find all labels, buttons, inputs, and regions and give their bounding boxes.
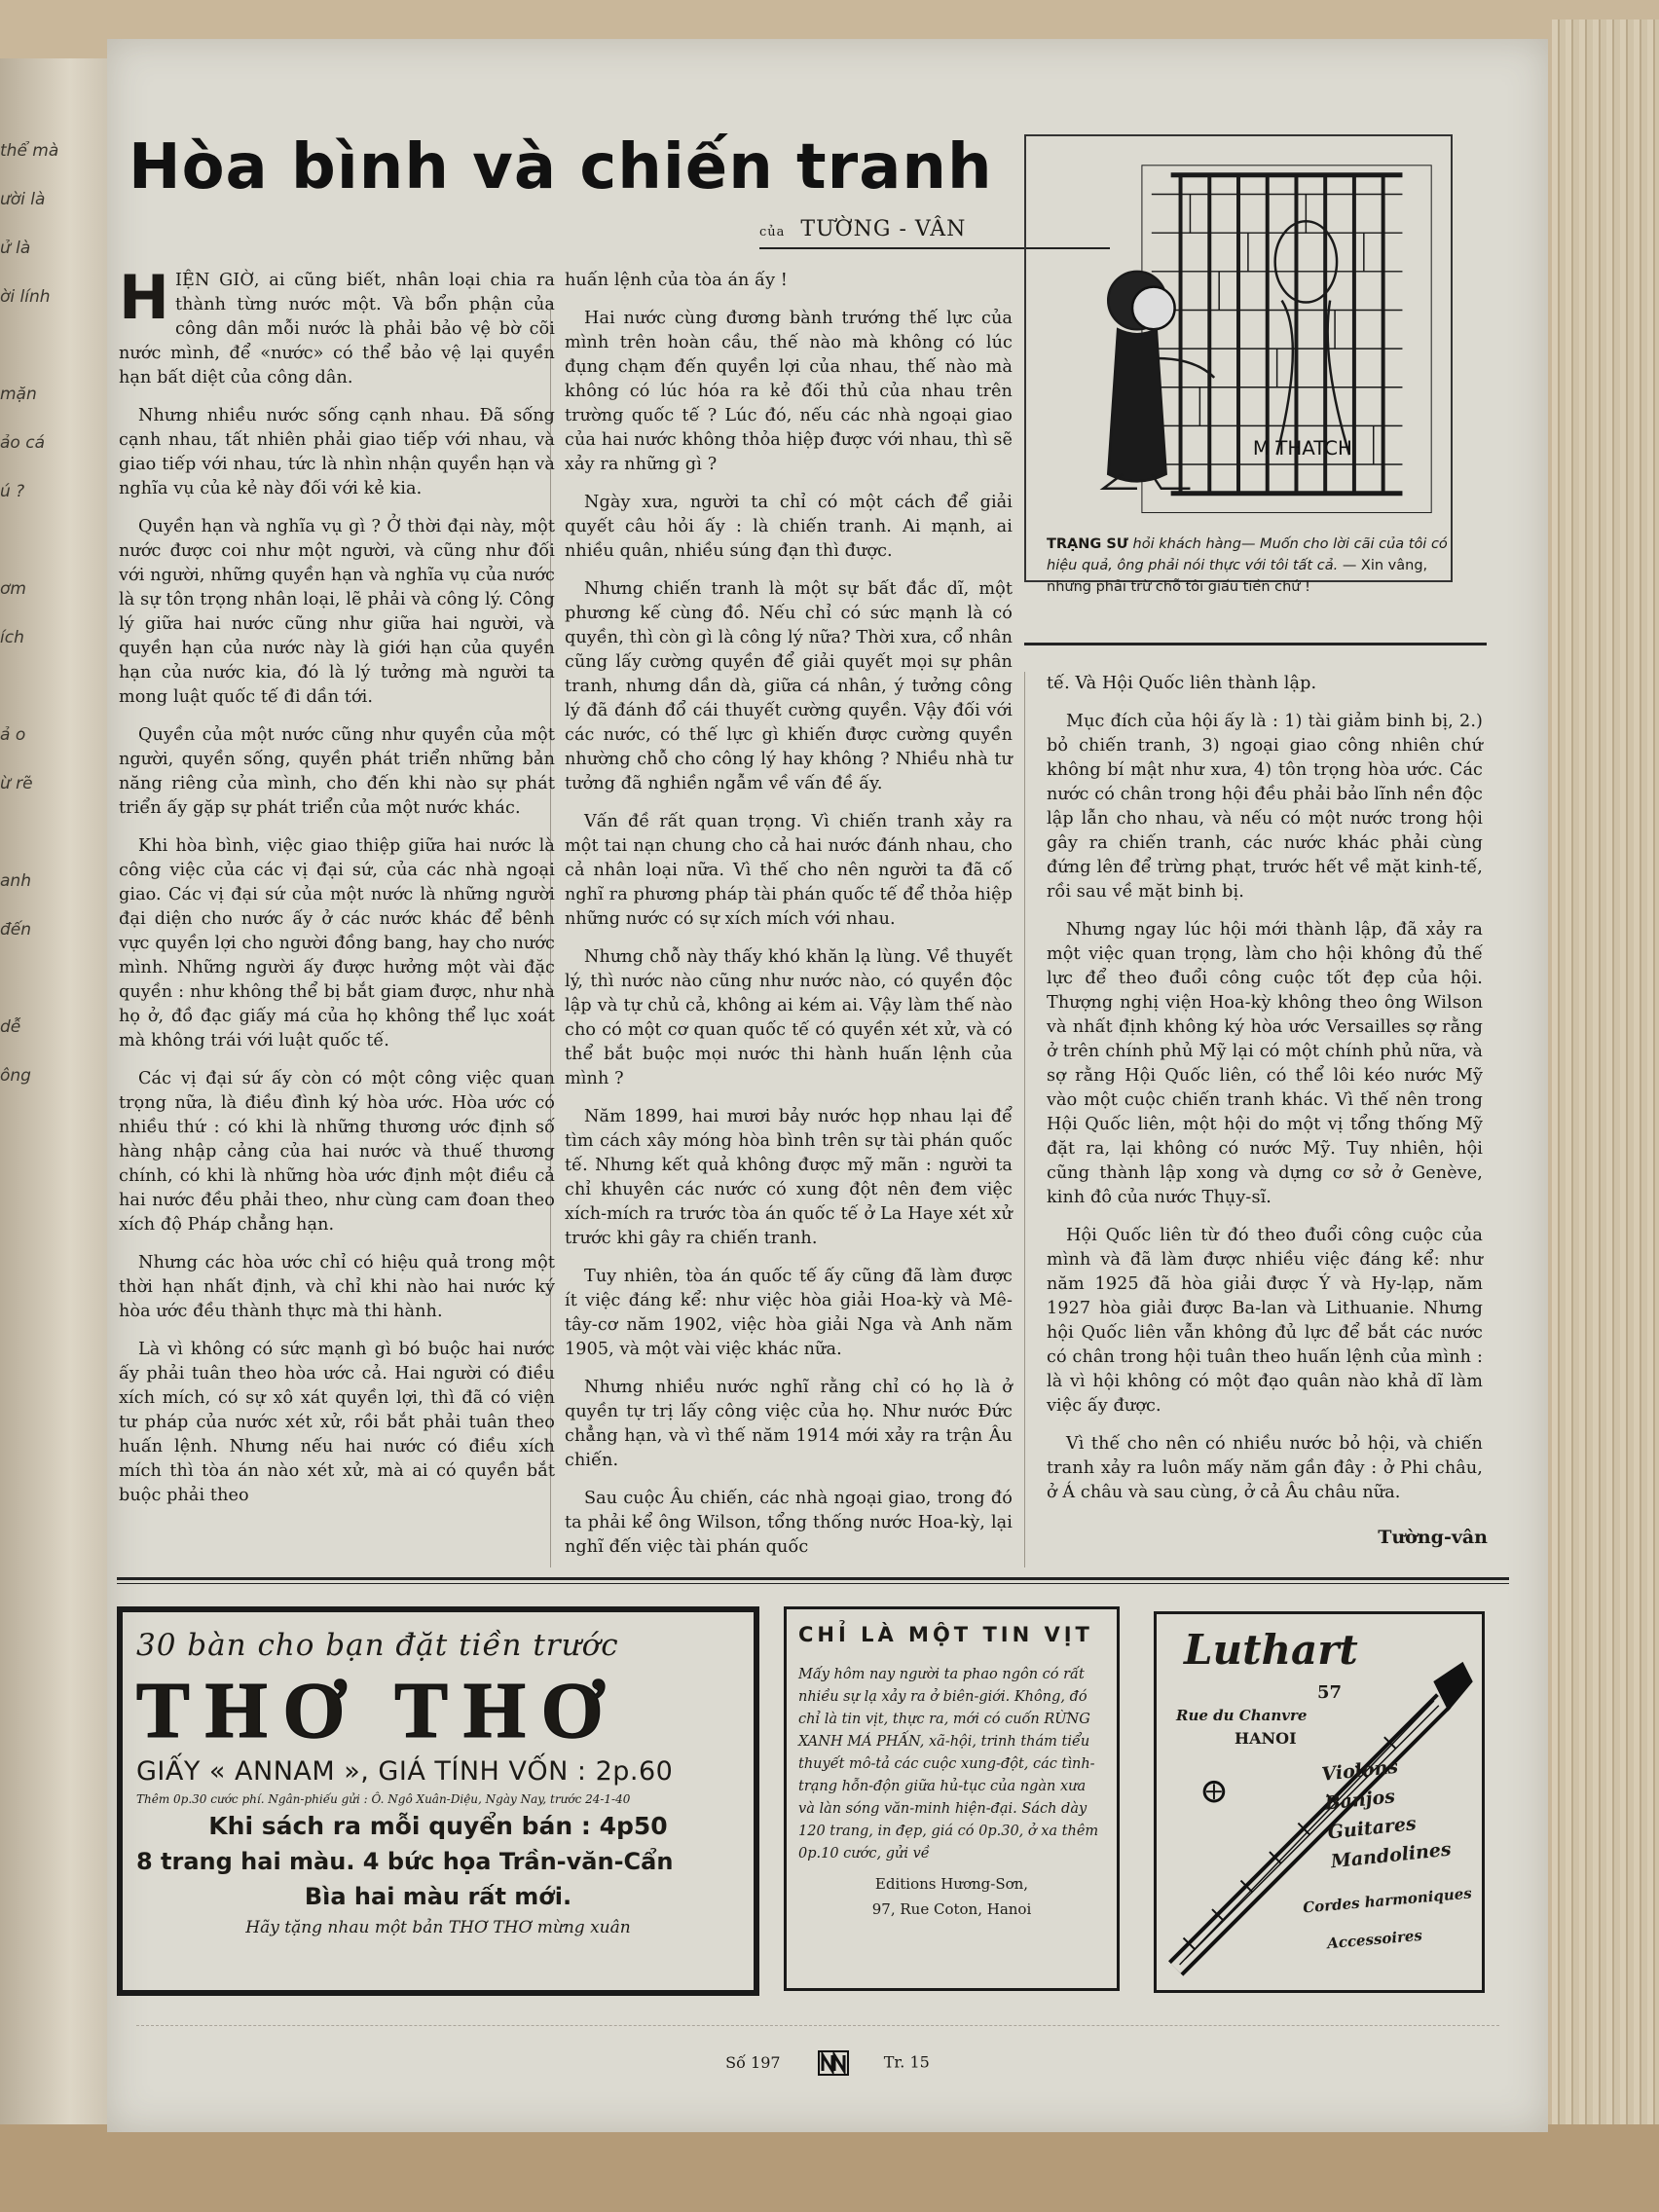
publisher-name: Editions Hương-Sơn, (874, 1875, 1029, 1893)
left-page-fragment-line (0, 808, 92, 857)
left-page-fragment-line: đến (0, 920, 32, 940)
cartoon-illustration (1024, 134, 1453, 582)
ngay-nay-logo-icon (817, 2049, 850, 2077)
instrument-item: Banjos (1323, 1786, 1396, 1815)
paragraph: Quyền hạn và nghĩa vụ gì ? Ở thời đại này, một nước được coi như một người, và cũng như đối với người, những quyền hạn và nghĩa vụ của nước là sự tôn trọng nhân loại, lẽ phải và công lý. Công lý giữa hai nước cũng như giữa hai người, và quyền hạn của nước này là giới hạn của quyền hạn của nước kia, đó là lý tưởng mà người ta mong luật quốc tế đi dần tới. (119, 517, 555, 707)
left-page-fragment-line: dễ (0, 1017, 21, 1037)
ads-separator (117, 1577, 1509, 1580)
left-page-fragment-line: ử là (0, 239, 31, 258)
brand-name: Luthart (1184, 1626, 1358, 1674)
paragraph-text: IỆN GIỜ, ai cũng biết, nhân loại chia ra thành từng nước một. Và bổn phận của công dân mỗi nước là phải bảo vệ bờ cõi nước mình, để «nước» có thể bảo vệ lại quyền hạn bất diệt của công dân. (119, 271, 555, 387)
left-page-fragment-line (0, 321, 92, 370)
advertisement-luthart (1154, 1611, 1485, 1993)
paragraph: Các vị đại sứ ấy còn có một công việc quan trọng nữa, là điều đình ký hòa ước. Hòa ước có nhiều thứ : có khi là những thương ước định số hàng nhập cảng của hai nước và thuế thương chính, có khi là những hòa ước định một điều cả hai nước đều phải theo, như cùng cam đoan theo xích độ Pháp chẳng hạn. (119, 1069, 555, 1235)
caption-lead: TRẠNG SƯ (1047, 536, 1128, 552)
paragraph: tế. Và Hội Quốc liên thành lập. (1047, 674, 1317, 693)
left-page-fragment-line: ời lính (0, 287, 51, 307)
paragraph: Hai nước cùng đương bành trướng thế lực của mình trên hoàn cầu, thế nào mà không có lúc đụng chạm đến quyền lợi của nhau, thế nào mà không có lúc hóa ra kẻ đối thủ của nhau trên trường quốc tế ? Lúc đó, nếu các nhà ngoại giao của hai nước không thỏa hiệp được với nhau, thì sẽ xảy ra những gì ? (565, 309, 1013, 474)
article-column-3 (1047, 672, 1483, 1519)
left-page-fragment-line: ảo cá (0, 433, 45, 453)
page-footer (107, 2049, 1548, 2077)
ad-body: Mấy hôm nay người ta phao ngôn có rất nhiều sự lạ xảy ra ở biên-giới. Không, đó chỉ là tin vịt, thực ra, mới có cuốn RỪNG XANH MÁ PHẤN, xã-hội, trinh thám tiểu thuyết mô-tả các cuộc xung-đột, các tình-trạng hỗn-độn giữa hủ-tục của ngàn xưa và làn sóng văn-minh hiện-đại. Sách dày 120 trang, in đẹp, giá có 0p.30, ở xa thêm 0p.10 cước, gửi về (798, 1667, 1099, 1862)
left-page-fragment-line: ả o (0, 725, 26, 745)
left-page-fragment-line: anh (0, 871, 31, 891)
left-page-fragment-line (0, 662, 92, 711)
book-title: THƠ THƠ (136, 1666, 619, 1754)
article-title: Hòa bình và chiến tranh (129, 131, 993, 203)
retail-price: Khi sách ra mỗi quyển bán : 4p50 (208, 1812, 668, 1840)
left-page-fragment-line (0, 516, 92, 565)
paragraph: Quyền của một nước cũng như quyền của một người, quyền sống, quyền phát triển những bản năng riêng của mình, cho đến khi nào sự phát triển ấy gặp sự phát triển của một nước khác. (119, 725, 555, 818)
byline-prefix: của (759, 225, 786, 240)
left-page-fragment-line: ười là (0, 190, 46, 209)
publisher-address: 97, Rue Coton, Hanoi (871, 1900, 1032, 1918)
ads-separator (117, 1583, 1509, 1584)
paragraph: Nhưng chỗ này thấy khó khăn lạ lùng. Về thuyết lý, thì nước nào cũng như nước nào, có quyền độc lập và tự chủ cả, không ai kém ai. Vậy làm thế nào cho có một cơ quan quốc tế có quyền xét xử, và có thể bắt buộc mọi nước thi hành huấn lệnh của mình ? (565, 947, 1013, 1088)
instrument-list (1320, 1748, 1453, 1876)
left-page-fragment-line: ừ rẽ (0, 774, 33, 793)
paragraph: Nhưng chiến tranh là một sự bất đắc dĩ, một phương kế cùng đồ. Nếu chỉ có sức mạnh là có quyền, thì còn gì là công lý nữa? Thời xưa, cổ nhân cũng lấy cường quyền để giải quyết mọi sự phân tranh, nhưng dần dà, giữa cá nhân, ý tưởng công lý đã đánh đổ cái thuyết cường quyền. Vậy đối với các nước, có thế lực gì khiến được cường quyền nhường chỗ cho công lý hay không ? Nhiều nhà tư tưởng đã nghiền ngẫm về vấn đề ấy. (565, 579, 1013, 793)
issue-number: Số 197 (725, 2052, 781, 2072)
column-divider (1024, 672, 1025, 1567)
left-page-fragment-line: ông (0, 1066, 31, 1086)
advertisement-tho-tho (117, 1606, 759, 1996)
ad-title: CHỈ LÀ MỘT TIN VỊT (798, 1623, 1093, 1646)
article-column-2 (565, 269, 1013, 1573)
paper-price: GIẤY « ANNAM », GIÁ TÍNH VỐN : 2p.60 (136, 1756, 674, 1787)
paragraph (119, 262, 555, 390)
paragraph: Là vì không có sức mạnh gì bó buộc hai nước ấy phải tuân theo hòa ước cả. Hai người có điều xích mích, có sự xô xát quyền lợi, thì đã có viện tư pháp của nước xét xử, rồi bắt phải tuân theo huấn lệnh. Nhưng nếu hai nước có điều xích mích thì tòa án nào xét xử, mà ai có quyền bắt buộc phải theo (119, 1340, 555, 1505)
article-column-1 (119, 262, 555, 1522)
ad-headline: 30 bàn cho bạn đặt tiền trước (136, 1628, 619, 1663)
left-page-fragment-line (0, 954, 92, 1003)
author-name: TƯỜNG - VÂN (800, 217, 967, 241)
page-stack-edge (1552, 19, 1659, 2161)
street-name: Rue du Chanvre (1176, 1707, 1308, 1724)
paragraph: Hội Quốc liên từ đó theo đuổi công cuộc của mình và đã làm được nhiều việc đáng kể: như năm 1925 đã hòa giải được Ý và Hy-lạp, năm 1927 hòa giải được Ba-lan và Lithuanie. Nhưng hội Quốc liên vẫn không đủ lực để bắt các nước có chân trong hội tuân theo huấn lệnh của mình : là vì hội không có một đạo quân nào khả dĩ làm việc ấy được. (1047, 1226, 1483, 1416)
paragraph: Sau cuộc Âu chiến, các nhà ngoại giao, trong đó ta phải kể ông Wilson, tổng thống nước Hoa-kỳ, lại nghĩ đến việc tài phán quốc (565, 1489, 1013, 1557)
table-surface (0, 2124, 1659, 2212)
caption-reply: — Xin vâng, nhưng phải trừ chỗ tôi giấu tiền chứ ! (1047, 558, 1428, 595)
caption-rule (1024, 643, 1487, 645)
paragraph: Ngày xưa, người ta chỉ có một cách để giải quyết câu hỏi ấy : là chiến tranh. Ai mạnh, ai nhiều quân, nhiều súng đạn thì được. (565, 493, 1013, 561)
cartoon-caption (1047, 534, 1475, 598)
magazine-page (107, 39, 1548, 2132)
caption-text: hỏi khách hàng— Muốn cho lời cãi của tôi có hiệu quả, ông phải nói thực với tôi tất cả. (1047, 536, 1448, 573)
paragraph: Tuy nhiên, tòa án quốc tế ấy cũng đã làm được ít việc đáng kể: như việc hòa giải Hoa-kỳ và Mê-tây-cơ năm 1902, việc hòa giải Nga và Anh năm 1905, và một vài việc khác nữa. (565, 1267, 1013, 1359)
cover-info: Bìa hai màu rất mới. (304, 1883, 572, 1910)
strings-label: Cordes harmoniques (1302, 1884, 1473, 1917)
instrument-item: Guitares (1326, 1813, 1418, 1844)
left-page-fragment (0, 127, 92, 1100)
paragraph: Vấn đề rất quan trọng. Vì chiến tranh xảy ra một tai nạn chung cho cả hai nước đánh nhau, cho cả nhân loại nữa. Vì thế cho nên người ta đã cố nghĩ ra phương pháp tài phán quốc tế để thỏa hiệp những nước có sự xích mích với nhau. (565, 812, 1013, 929)
left-page-fragment-line: thể mà (0, 141, 59, 161)
paragraph: huấn lệnh của tòa án ấy ! (565, 271, 788, 290)
paragraph: Nhưng ngay lúc hội mới thành lập, đã xảy ra một việc quan trọng, làm cho hội không đủ thế lực để theo đuổi công cuộc tốt đẹp của hội. Thượng nghị viện Hoa-kỳ không theo ông Wilson và nhất định không ký hòa ước Versailles sợ rằng ở trên chính phủ Mỹ lại có một chính phủ nữa, và sợ rằng Hội Quốc liên, có thể lôi kéo nước Mỹ vào một cuộc chiến tranh khác. Vì thế nên trong Hội Quốc liên, một hội do một vị tổng thống Mỹ đặt ra, lại không có nước Mỹ. Tuy nhiên, hội cũng thành lập xong và dựng cơ sở ở Genève, kinh đô của nước Thụy-sĩ. (1047, 920, 1483, 1207)
prison-cartoon-drawing (1026, 136, 1451, 580)
instrument-item: Violons (1320, 1755, 1399, 1786)
advertisement-tin-vit (784, 1606, 1120, 1991)
city-name: HANOI (1235, 1729, 1297, 1748)
paragraph: Năm 1899, hai mươi bảy nước họp nhau lại để tìm cách xây móng hòa bình trên sự tài phán quốc tế. Nhưng kết quả không được mỹ mãn : người ta chỉ khuyên các nước có xung đột nên đem việc xích-mích ra trước tòa án quốc tế ở La Haye xét xử trước khi gây ra chiến tranh. (565, 1107, 1013, 1248)
cartoon-artist-signature: M THATCH (1252, 437, 1352, 461)
paragraph: Khi hòa bình, việc giao thiệp giữa hai nước là công việc của các vị đại sứ, của các nhà ngoại giao. Các vị đại sứ của một nước là những người đại diện cho nước ấy ở các nước khác để bênh vực quyền lợi cho người đồng bang, hay cho nước mình. Những người ấy được hưởng một vài đặc quyền : như không thể bị bắt giam được, như nhà họ ở, đồ đạc giấy má của họ không thể lục xoát mà không trái với luật quốc tế. (119, 836, 555, 1051)
page-number: Tr. 15 (883, 2052, 930, 2072)
drop-cap: H (119, 262, 169, 333)
left-page-fragment-line: ơm (0, 579, 26, 599)
paragraph: Mục đích của hội ấy là : 1) tài giảm binh bị, 2.) bỏ chiến tranh, 3) ngoại giao công nhiên chứ không bí mật như xưa, 4) tôn trọng hòa ước. Các nước có chân trong hội đều phải bảo lĩnh nền độc lập lẫn cho nhau, và nếu có một nước trong hội gây ra chiến tranh, các nước khác phải cùng đứng lên để trừng phạt, trước hết về mặt kinh-tế, rồi sau về mặt binh bị. (1047, 712, 1483, 902)
accessories-label: Accessoires (1326, 1926, 1423, 1953)
left-page-fragment-line: ú ? (0, 482, 25, 501)
paragraph: Nhưng nhiều nước sống cạnh nhau. Đã sống cạnh nhau, tất nhiên phải giao tiếp với nhau, và giao tiếp với nhau, tức là nhìn nhận quyền hạn và nghĩa vụ của kẻ này đối với kẻ kia. (119, 406, 555, 498)
left-page-fragment-line: ích (0, 628, 24, 647)
street-number: 57 (1317, 1682, 1343, 1703)
paragraph: Nhưng nhiều nước nghĩ rằng chỉ có họ là ở quyền tự trị lấy công việc của họ. Như nước Đức chẳng hạn, và vì thế năm 1914 mới xảy ra trận Âu chiến. (565, 1378, 1013, 1470)
left-page-fragment-line: mặn (0, 385, 37, 404)
gift-line: Hãy tặng nhau một bản THƠ THƠ mừng xuân (245, 1918, 631, 1937)
paragraph: Nhưng các hòa ước chỉ có hiệu quả trong một thời hạn nhất định, và chỉ khi nào hai nước ký hòa ước đều thành thực mà thi hành. (119, 1253, 555, 1321)
faint-rule (136, 2025, 1499, 2026)
paragraph: Vì thế cho nên có nhiều nước bỏ hội, và chiến tranh xảy ra luôn mấy năm gần đây : ở Phi châu, ở Á châu và sau cùng, ở cả Âu châu nữa. (1047, 1434, 1483, 1502)
byline (759, 217, 966, 241)
pages-info: 8 trang hai màu. 4 bức họa Trần-văn-Cẩn (136, 1848, 674, 1875)
fine-print: Thêm 0p.30 cước phí. Ngân-phiếu gửi : Ô. Ngô Xuân-Diệu, Ngày Nay, trước 24-1-40 (136, 1792, 631, 1806)
instrument-item: Mandolines (1329, 1838, 1453, 1873)
article-signature: Tường-vân (1378, 1527, 1488, 1548)
